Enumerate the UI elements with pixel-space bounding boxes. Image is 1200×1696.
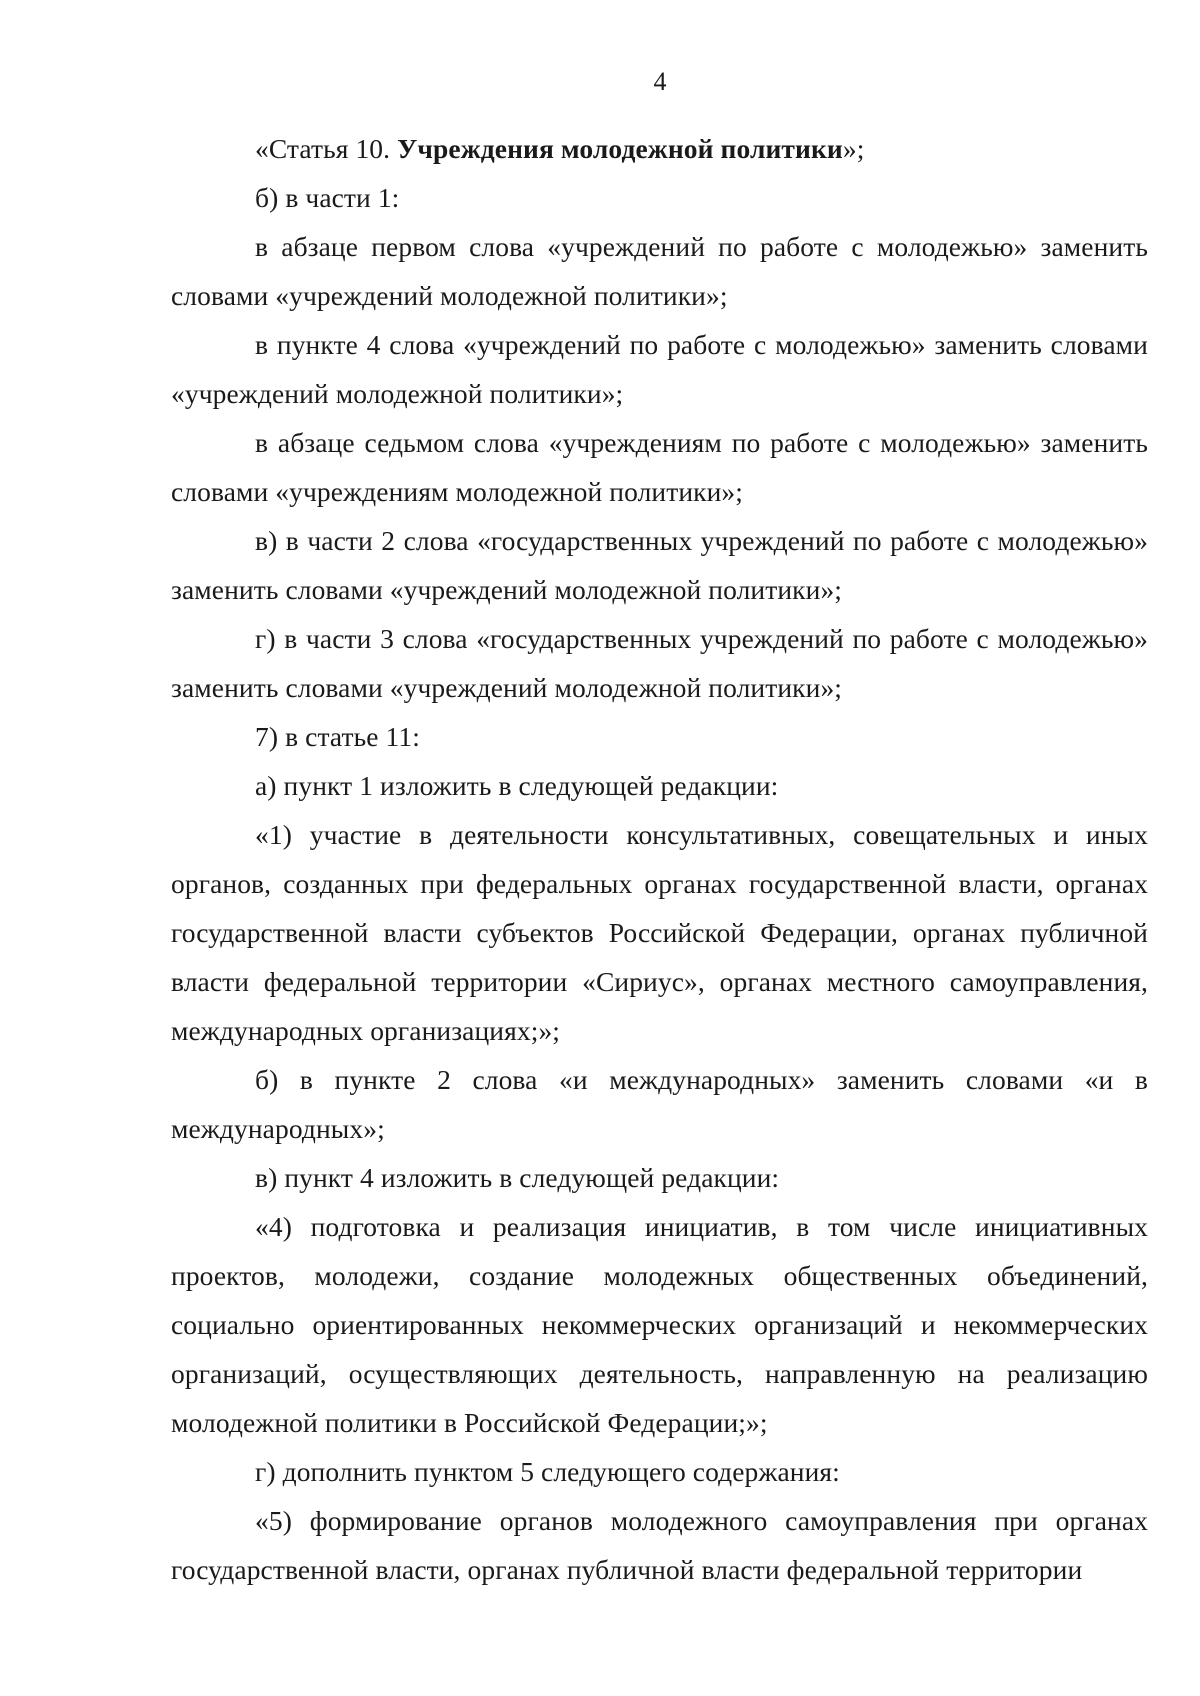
paragraph: 7) в статье 11: [255, 721, 420, 752]
paragraph: б) в пункте 2 слова «и международных» заменить словами «и в международных»; [171, 1064, 1148, 1144]
paragraph: «5) формирование органов молодежного самоуправления при органах государственной власти, органах публичной власти федеральной территории [171, 1505, 1148, 1585]
paragraph: г) дополнить пунктом 5 следующего содержания: [255, 1456, 840, 1487]
article-heading-suffix: »; [842, 133, 865, 164]
paragraph: в) пункт 4 изложить в следующей редакции: [255, 1162, 780, 1193]
paragraph: в абзаце первом слова «учреждений по работе с молодежью» заменить словами «учреждений молодежной политики»; [171, 231, 1148, 311]
paragraph: г) в части 3 слова «государственных учреждений по работе с молодежью» заменить словами «учреждений молодежной политики»; [171, 623, 1148, 703]
paragraph: б) в части 1: [255, 182, 400, 213]
paragraph: а) пункт 1 изложить в следующей редакции: [255, 770, 779, 801]
paragraph: в абзаце седьмом слова «учреждениям по работе с молодежью» заменить словами «учреждениям молодежной политики»; [171, 427, 1148, 507]
article-heading-paragraph [171, 124, 1148, 173]
paragraph: «4) подготовка и реализация инициатив, в том числе инициативных проектов, молодежи, создание молодежных общественных объединений, социально ориентированных некоммерческих организаций и некоммерческих организаций, осуществляющих деятельность, направленную на реализацию молодежной политики в Российской Федерации;»; [171, 1211, 1148, 1438]
document-body [171, 124, 1148, 1594]
article-heading-prefix: «Статья 10. [255, 133, 398, 164]
article-heading-title: Учреждения молодежной политики [397, 133, 843, 164]
paragraph: в пункте 4 слова «учреждений по работе с молодежью» заменить словами «учреждений молодежной политики»; [171, 329, 1148, 409]
page-number: 4 [653, 67, 667, 96]
paragraph: в) в части 2 слова «государственных учреждений по работе с молодежью» заменить словами «учреждений молодежной политики»; [171, 525, 1148, 605]
paragraph: «1) участие в деятельности консультативных, совещательных и иных органов, созданных при федеральных органах государственной власти, органах государственной власти субъектов Российской Федерации, органах публичной власти федеральной территории «Сириус», органах местного самоуправления, международных организациях;»; [171, 819, 1148, 1046]
